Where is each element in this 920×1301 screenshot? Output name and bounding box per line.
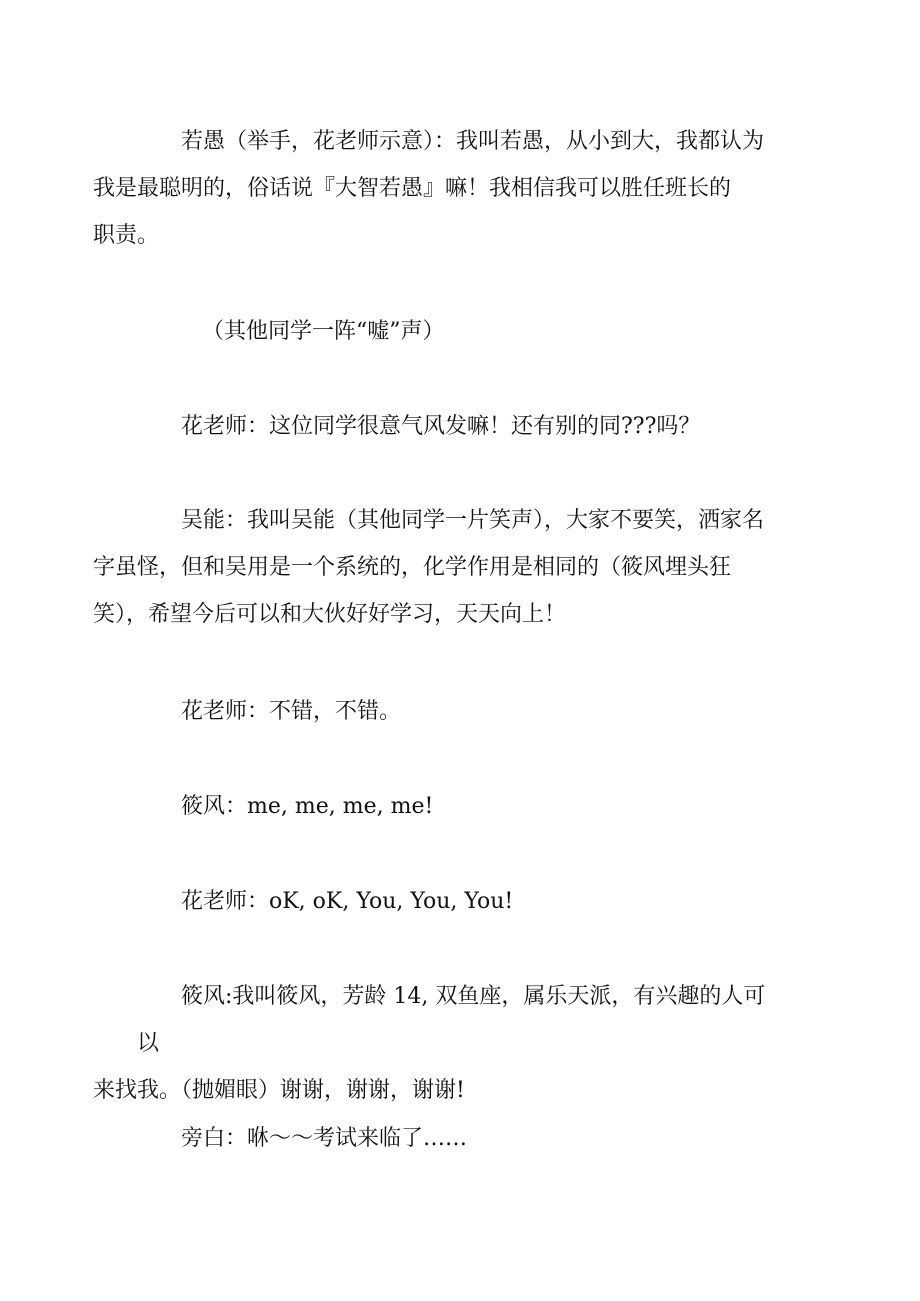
text-line: 字虽怪，但和吴用是一个系统的，化学作用是相同的（筱风埋头狂 <box>93 555 732 580</box>
paragraph-teacher-ok <box>137 878 787 925</box>
text-line: 我是最聪明的，俗话说『大智若愚』嘛！我相信我可以胜任班长的 <box>93 176 732 201</box>
text-line: 来找我。（抛媚眼）谢谢，谢谢，谢谢! <box>93 1078 465 1103</box>
text-line: （其他同学一阵“嘘”声） <box>202 319 445 344</box>
paragraph-xiaofeng-intro <box>93 973 787 1114</box>
paragraph-wuneng-intro <box>93 497 787 638</box>
paragraph-teacher-response <box>137 403 787 450</box>
text-line: 筱风:我叫筱风，芳龄 14, 双鱼座，属乐天派，有兴趣的人可以 <box>137 984 766 1056</box>
text-line: 筱风：me, me, me, me! <box>181 794 434 819</box>
text-line: 花老师：oK, oK, You, You, You! <box>181 889 514 914</box>
text-line: 吴能：我叫吴能（其他同学一片笑声），大家不要笑，洒家名 <box>181 508 765 533</box>
text-line: 若愚（举手，花老师示意）：我叫若愚，从小到大，我都认为 <box>181 129 765 154</box>
paragraph-teacher-praise <box>137 688 787 735</box>
text-line: 笑），希望今后可以和大伙好好学习，天天向上！ <box>93 602 567 627</box>
paragraph-stage-direction <box>202 308 852 355</box>
paragraph-xiaofeng-me <box>137 783 787 830</box>
text-line: 旁白：咻～～考试来临了…… <box>181 1126 468 1151</box>
text-line: 花老师：这位同学很意气风发嘛！还有别的同???吗？ <box>181 414 701 439</box>
paragraph-narrator <box>137 1115 787 1162</box>
text-line: 职责。 <box>93 223 160 248</box>
paragraph-ruoyu-intro <box>93 118 787 259</box>
text-line: 花老师：不错，不错。 <box>181 699 402 724</box>
